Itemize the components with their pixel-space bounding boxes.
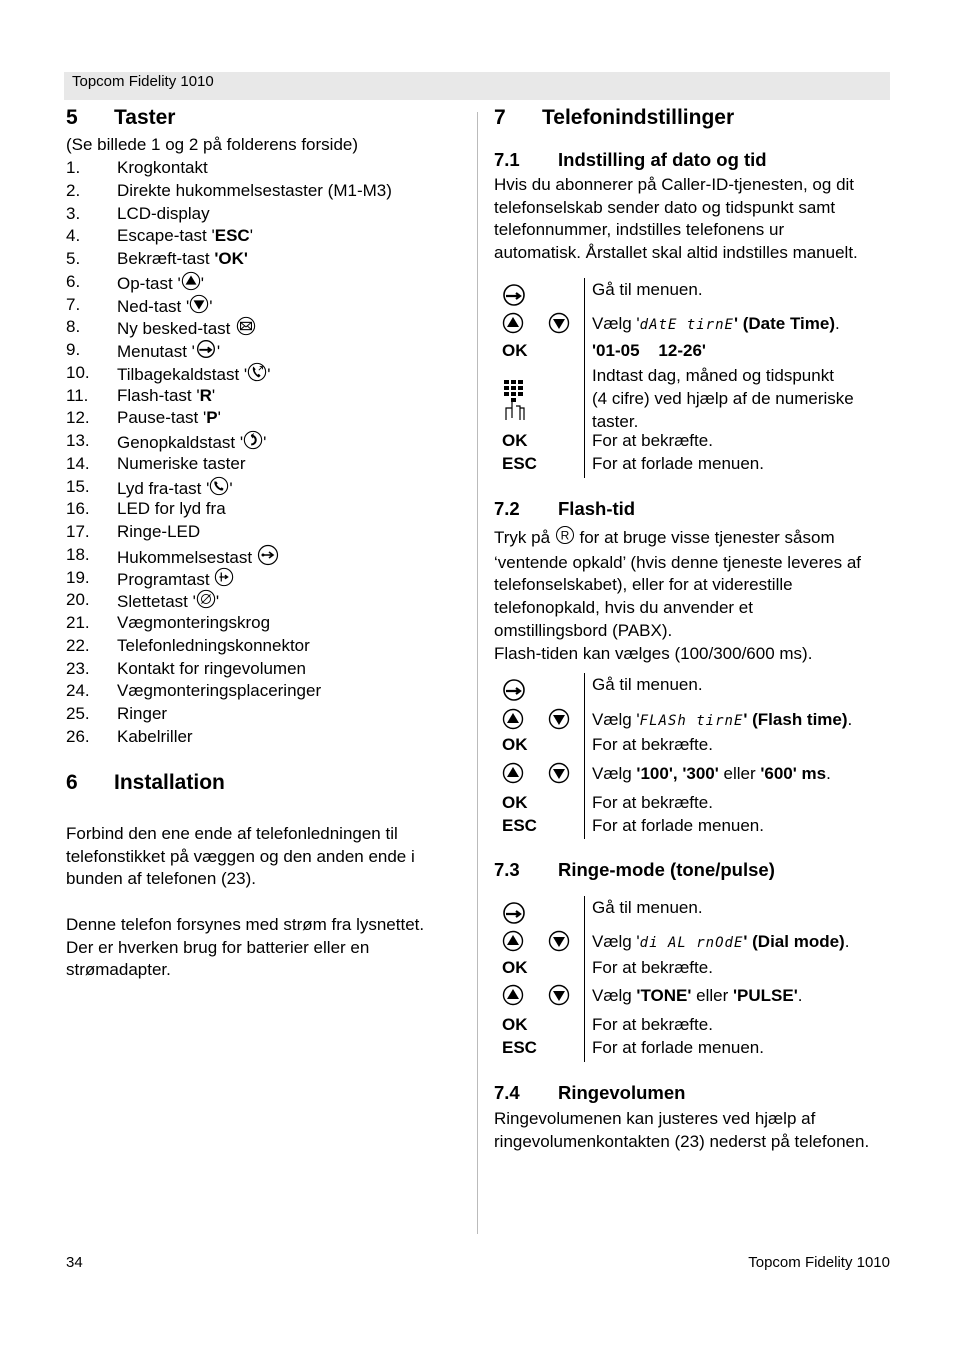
installation-paragraph-1: Forbind den ene ende af telefonledningen til telefonstikket på væggen og den anden ende i bunden af telefonen (23). [66,824,415,889]
list-item-number: 4. [66,226,81,246]
list-item [66,248,466,271]
list-item [66,498,466,521]
list-item [66,225,466,248]
list-item-label: Telefonledningskonnektor [117,635,310,655]
list-item-number: 19. [66,567,90,587]
list-item [66,521,466,544]
list-item [66,589,466,612]
down-arrow-icon [548,312,570,339]
down-arrow-icon [548,762,570,789]
list-item-number: 1. [66,158,81,177]
list-item-number: 3. [66,203,81,223]
svg-text:R: R [560,528,570,543]
header-bar [64,72,890,100]
down-arrow-icon [548,984,570,1011]
list-item-number: 6. [66,271,81,291]
list-item [66,726,466,749]
list-item-label: Vægmonteringsplaceringer [117,681,322,701]
list-item-label: Kontakt for ringevolumen [117,658,306,678]
list-item-label: Ned-tast ' ' [117,294,212,321]
list-item-number: 5. [66,249,81,268]
list-item [66,294,466,317]
list-item [66,453,466,476]
flash-r-key-icon [555,525,575,552]
list-item [66,544,466,567]
up-arrow-icon [502,312,524,339]
date-time-steps: Gå til menuen. Vælg 'dAtE tirnE' (Date Time). OK '01-05 12-26' Indtast dag, måned og tidspunkt (4 cifre) ved hjælp af de numeriske taster. OK For at bekræfte. ESC For at forlade menuen. [494,278,894,478]
list-item [66,180,466,203]
installation-paragraph-2: Denne telefon forsynes med strøm fra lysnettet. Der er hverken brug for batterier eller en strømadapter. [66,915,425,980]
up-arrow-icon [502,984,524,1011]
list-item [66,703,466,726]
list-item-label: Programtast [117,567,234,594]
list-item-label: Numeriske taster [117,453,246,473]
down-arrow-icon [548,708,570,735]
list-item-label: Slettetast ' ' [117,589,219,616]
list-item-label: Krogkontakt [117,158,208,177]
list-item-label: Menutast ' ' [117,339,220,366]
list-item-number: 12. [66,408,90,428]
list-item [66,362,466,385]
lcd-dial-mode: di AL rnOdE [639,935,744,951]
list-item-label: Pause-tast 'P' [117,408,221,428]
list-item-number: 25. [66,704,90,723]
list-item [66,339,466,362]
list-item-number: 18. [66,544,90,564]
list-item [66,316,466,339]
list-item-label: Bekræft-tast 'OK' [117,249,248,268]
list-item-number: 9. [66,340,81,359]
list-item-number: 16. [66,499,90,519]
up-arrow-icon [502,930,524,957]
dial-mode-steps: Gå til menuen. Vælg 'di AL rnOdE' (Dial mode). OK For at bekræfte. Vælg 'TONE' eller 'PULSE'. OK For at bekræfte. ESC For at forlade menuen. [494,896,894,1062]
list-item-label: Ringer [117,704,168,723]
numeric-keypad-icon [502,378,528,429]
up-arrow-icon [502,762,524,789]
list-item-label: Ny besked-tast [117,316,257,343]
up-arrow-icon [502,708,524,735]
list-item-number: 23. [66,658,90,678]
section-5-intro: (Se billede 1 og 2 på folderens forside) [66,135,359,154]
list-item-number: 24. [66,681,90,701]
list-item-number: 20. [66,590,90,610]
list-item-label: Flash-tast 'R' [117,385,216,405]
list-item-number: 14. [66,453,90,473]
list-item [66,271,466,294]
list-item-label: LED for lyd fra [117,499,226,519]
list-item-label: Op-tast ' ' [117,271,204,298]
section-7-4-text: Ringevolumenen kan justeres ved hjælp af ringevolumenkontakten (23) nederst på telefonen. [494,1109,870,1151]
list-item-number: 17. [66,522,90,541]
column-divider [477,112,478,1234]
menu-key-icon [502,283,526,312]
list-item-number: 22. [66,635,90,655]
list-item-label: Kabelriller [117,726,193,746]
list-item-number: 21. [66,613,90,632]
lcd-flash-time: FLASh tirnE [639,713,744,729]
list-item [66,680,466,703]
section-7-1-text: Hvis du abonnerer på Caller-ID-tjenesten, og dit telefonselskab sender dato og tidspunkt samt telefonnummer, indstilles telefonens ur automatisk. Årstallet skal altid indstilles manuelt. [494,175,858,263]
menu-key-icon [502,678,526,707]
footer-title: Topcom Fidelity 1010 [748,1254,890,1271]
list-item [66,407,466,430]
list-item-number: 11. [66,385,89,405]
list-item-number: 2. [66,180,81,200]
list-item [66,430,466,453]
page-number: 34 [66,1254,83,1271]
list-item-number: 10. [66,362,90,382]
flash-time-steps: Gå til menuen. Vælg 'FLASh tirnE' (Flash time). OK For at bekræfte. Vælg '100', '300' eller '600' ms. OK For at bekræfte. ESC For at forlade menuen. [494,673,894,839]
list-item-number: 13. [66,431,90,450]
list-item-label: Lyd fra-tast ' ' [117,476,233,503]
list-item-label: Vægmonteringskrog [117,613,271,632]
list-item [66,476,466,499]
list-item [66,203,466,226]
list-item [66,157,466,180]
list-item-number: 8. [66,317,81,337]
list-item-label: Hukommelsestast [117,544,279,573]
down-arrow-icon [548,930,570,957]
list-item-label: Escape-tast 'ESC' [117,226,253,246]
list-item-label: Direkte hukommelsestaster (M1-M3) [117,180,392,200]
lcd-date-time: dAtE tirnE [639,317,734,333]
list-item [66,635,466,658]
list-item-number: 15. [66,476,90,496]
list-item-label: Ringe-LED [117,522,201,541]
list-item-label: Tilbagekaldstast ' ' [117,362,270,389]
list-item [66,612,466,635]
section-7-2-text: Tryk på R for at bruge visse tjenester såsom ‘ventende opkald’ (hvis denne tjeneste leveres af telefonselskabet), eller for at viderestille telefonopkald, hvis du anvender et omstillingsbord (PABX). Flash-tiden kan vælges (100/300/600 ms). [494,525,861,665]
list-item [66,385,466,408]
list-item [66,567,466,590]
header-title: Topcom Fidelity 1010 [72,73,214,90]
list-item-label: Genopkaldstast ' ' [117,430,266,457]
list-item-number: 26. [66,726,90,746]
key-list [66,157,466,749]
list-item [66,658,466,681]
list-item-label: LCD-display [117,203,210,223]
menu-key-icon [502,901,526,930]
list-item-number: 7. [66,294,81,314]
